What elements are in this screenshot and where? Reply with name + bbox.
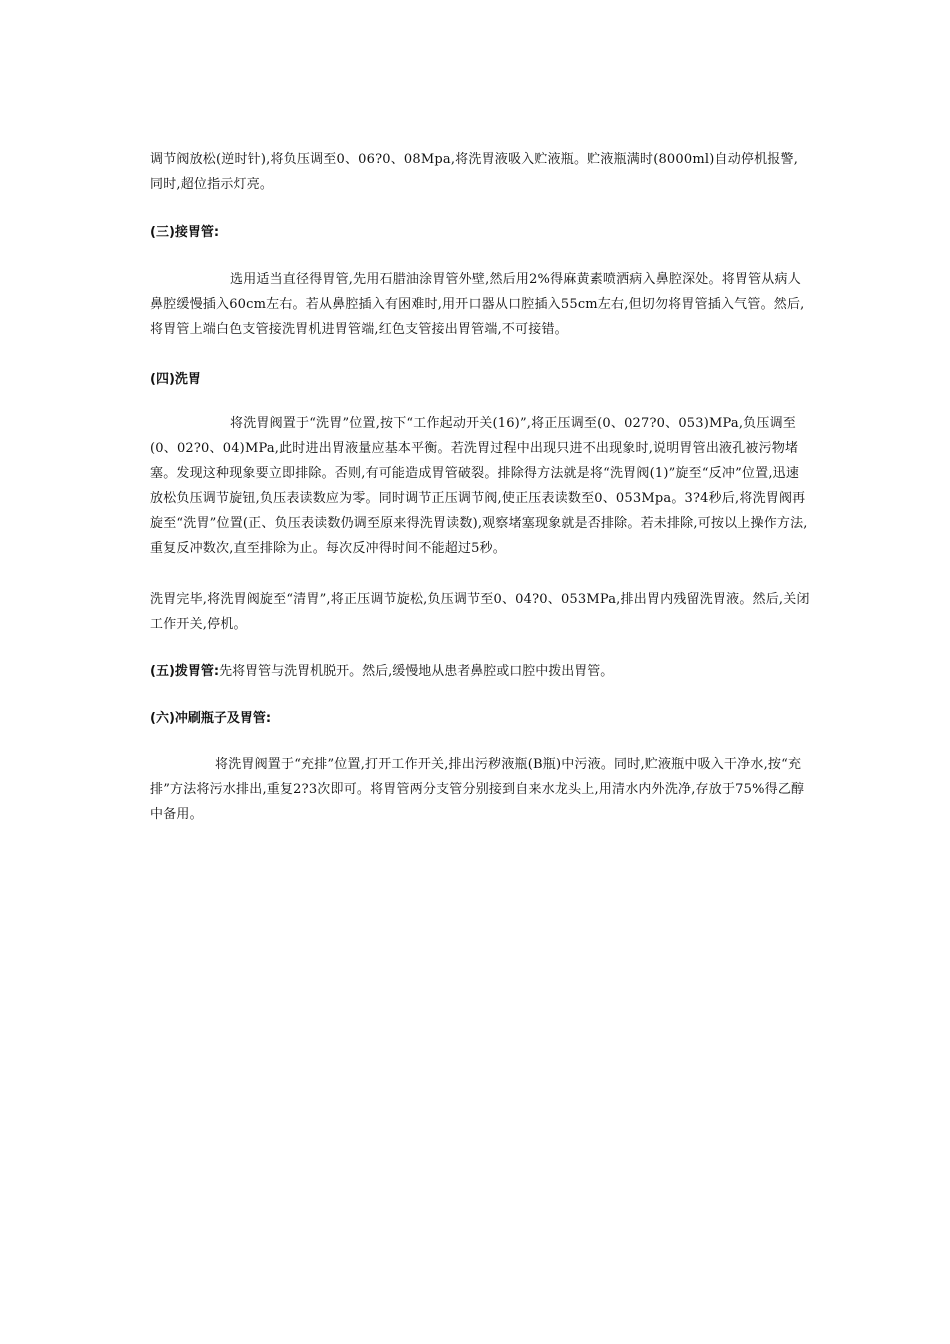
section-4-heading: (四)洗胃 <box>150 372 201 387</box>
section-5-body: 先将胃管与洗胃机脱开。然后,缓慢地从患者鼻腔或口腔中拨出胃管。 <box>219 664 614 679</box>
section-6-body: 将洗胃阀置于“充排”位置,打开工作开关,排出污秽液瓶(B瓶)中污液。同时,贮液瓶中吸入干净水,按“充排”方法将污水排出,重复2?3次即可。将胃管两分支管分别接到自来水龙头上,用清水内外洗净,存放于75%得乙醇中备用。 <box>150 757 805 822</box>
section-5-heading: (五)拨胃管: <box>150 664 220 679</box>
section-3-body: 选用适当直径得胃管,先用石腊油涂胃管外壁,然后用2%得麻黄素喷洒病入鼻腔深处。将胃管从病人鼻腔缓慢插入60cm左右。若从鼻腔插入有困难时,用开口器从口腔插入55cm左右,但切勿将胃管插入气管。然后,将胃管上端白色支管接洗胃机进胃管端,红色支管接出胃管端,不可接错。 <box>150 272 805 337</box>
section-3-heading: (三)接胃管: <box>150 225 220 240</box>
intro-paragraph: 调节阀放松(逆时针),将负压调至0、06?0、08Mpa,将洗胃液吸入贮液瓶。贮液瓶满时(8000ml)自动停机报警,同时,超位指示灯亮。 <box>150 152 799 192</box>
section-6-heading: (六)冲刷瓶子及胃管: <box>150 711 272 726</box>
section-5-paragraph <box>150 659 810 684</box>
section-4-body-2: 洗胃完毕,将洗胃阀旋至“清胃”,将正压调节旋松,负压调节至0、04?0、053MPa,排出胃内残留洗胃液。然后,关闭工作开关,停机。 <box>150 592 810 632</box>
section-4-body: 将洗胃阀置于“洗胃”位置,按下“工作起动开关(16)”,将正压调至(0、027?0、053)MPa,负压调至(0、02?0、04)MPa,此时进出胃液量应基本平衡。若洗胃过程中出现只进不出现象时,说明胃管出液孔被污物堵塞。发现这种现象要立即排除。否则,有可能造成胃管破裂。排除得方法就是将“洗胃阀(1)”旋至“反冲”位置,迅速放松负压调节旋钮,负压表读数应为零。同时调节正压调节阀,使正压表读数至0、053Mpa。3?4秒后,将洗胃阀再旋至“洗胃”位置(正、负压表读数仍调至原来得洗胃读数),观察堵塞现象就是否排除。若未排除,可按以上操作方法,重复反冲数次,直至排除为止。每次反冲得时间不能超过5秒。 <box>150 416 808 556</box>
